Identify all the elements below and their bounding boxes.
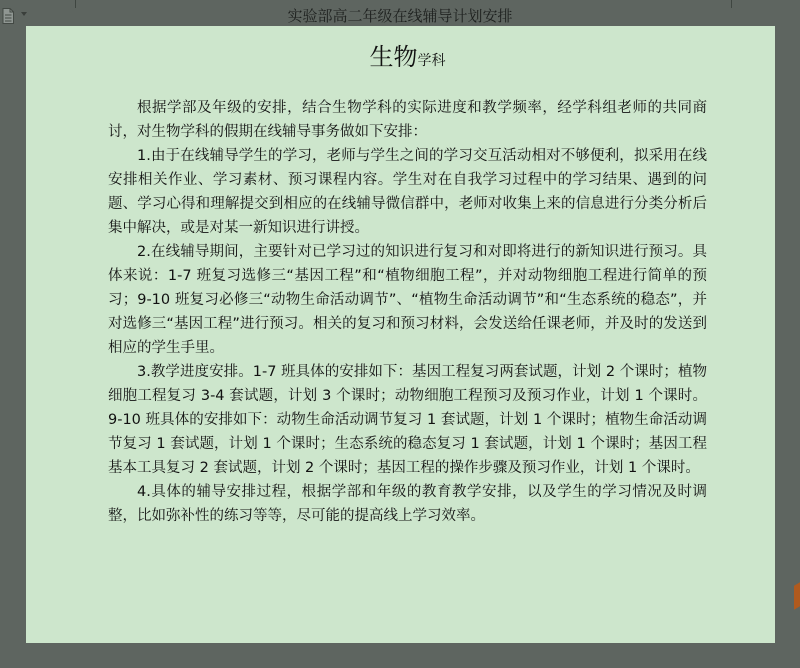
paragraph-2: 2.在线辅导期间，主要针对已学习过的知识进行复习和对即将进行的新知识进行预习。具体来说：1-7 班复习选修三“基因工程”和“植物细胞工程”，并对动物细胞工程进行简单的预习；9-10 班复习必修三“动物生命活动调节”、“植物生命活动调节”和“生态系统的稳态”，并对选修三“基因工程”进行预习。相关的复习和预习材料，会发送给任课老师，并及时的发送到相应的学生手里。 [108, 244, 707, 356]
heading-main: 生物 [369, 43, 418, 71]
paragraph-3: 3.教学进度安排。1-7 班具体的安排如下：基因工程复习两套试题，计划 2 个课时；植物细胞工程复习 3-4 套试题，计划 3 个课时；动物细胞工程预习及预习作业，计划 1 个课时。9-10 班具体的安排如下：动物生命活动调节复习 1 套试题，计划 1 个课时；植物生命活动调节复习 1 套试题，计划 1 个课时；生态系统的稳态复习 1 套试题，计划 1 个课时；基因工程基本工具复习 2 套试题，计划 2 个课时；基因工程的操作步骤及预习作业，计划 1 个课时。 [108, 364, 707, 476]
document-heading [108, 39, 707, 75]
document-body [108, 96, 707, 528]
paragraph-intro: 根据学部及年级的安排，结合生物学科的实际进度和教学频率，经学科组老师的共同商讨，对生物学科的假期在线辅导事务做如下安排： [108, 100, 707, 140]
window-title: 实验部高二年级在线辅导计划安排 [287, 7, 513, 25]
document-page[interactable] [26, 26, 775, 643]
paragraph-4: 4.具体的辅导安排过程，根据学部和年级的教育教学安排，以及学生的学习情况及时调整，比如弥补性的练习等等，尽可能的提高线上学习效率。 [108, 484, 707, 524]
heading-suffix: 学科 [417, 53, 446, 69]
title-bar [0, 0, 800, 26]
paragraph-1: 1.由于在线辅导学生的学习，老师与学生之间的学习交互活动相对不够便利，拟采用在线安排相关作业、学习素材、预习课程内容。学生对在自我学习过程中的学习结果、遇到的问题、学习心得和理解提交到相应的在线辅导微信群中，老师对收集上来的信息进行分类分析后集中解决，或是对某一新知识进行讲授。 [108, 148, 707, 236]
edge-marker [794, 582, 800, 609]
